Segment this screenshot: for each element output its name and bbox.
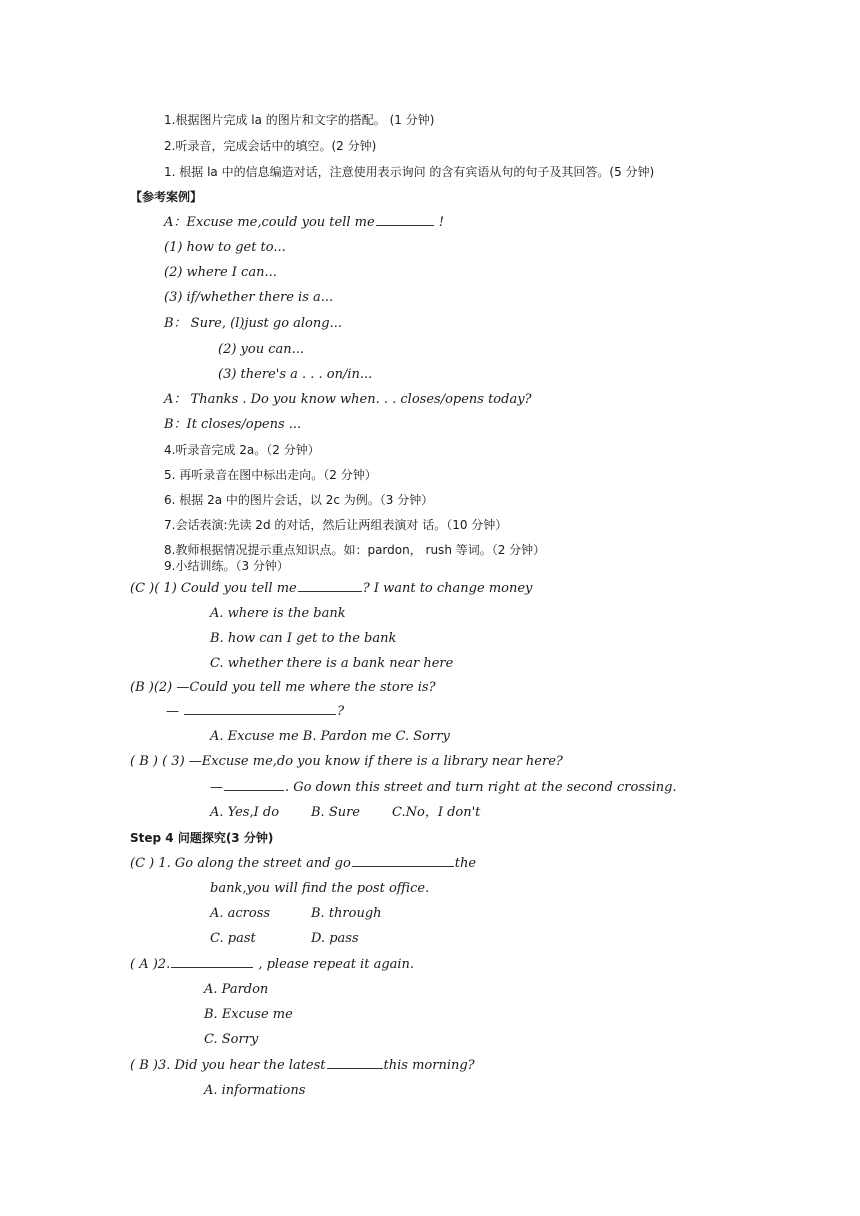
problem-2-stem: ( A )2. bbox=[130, 957, 171, 972]
question-1-option-a: A. where is the bank bbox=[210, 606, 346, 621]
problem-2-stem-end: , please repeat it again. bbox=[254, 957, 415, 972]
problem-1 bbox=[130, 856, 476, 872]
problem-2-option-b: B. Excuse me bbox=[204, 1007, 293, 1022]
dialogue-b-option-2: (2) you can... bbox=[218, 342, 305, 357]
answer-blank bbox=[327, 1058, 383, 1069]
question-3-dash: — bbox=[210, 780, 223, 795]
question-3-option-c: C.No，I don't bbox=[392, 805, 481, 820]
step4-heading: Step 4 问题探究(3 分钟) bbox=[130, 831, 274, 845]
problem-3-option-a: A. informations bbox=[204, 1083, 306, 1098]
dialogue-a1 bbox=[164, 215, 444, 231]
dialogue-b-option-3: (3) there's a . . . on/in... bbox=[218, 367, 373, 382]
problem-3-stem-end: this morning? bbox=[383, 1058, 475, 1073]
problem-3 bbox=[130, 1058, 475, 1074]
dialogue-b1: B： Sure, (l)just go along... bbox=[164, 316, 342, 331]
step-5-instruction: 5. 再听录音在图中标出走向。（2 分钟） bbox=[164, 468, 377, 482]
question-1-option-b: B. how can I get to the bank bbox=[210, 631, 397, 646]
problem-2-option-a: A. Pardon bbox=[204, 982, 269, 997]
question-1-stem-end: ? I want to change money bbox=[362, 581, 533, 596]
question-1-option-c: C. whether there is a bank near here bbox=[210, 656, 454, 671]
answer-blank bbox=[376, 215, 434, 226]
question-2-mark: ? bbox=[337, 704, 345, 719]
step-8-instruction: 8.教师根据情况提示重点知识点。如：pardon， rush 等词。（2 分钟） bbox=[164, 543, 546, 557]
question-1 bbox=[130, 581, 532, 597]
problem-2-option-c: C. Sorry bbox=[204, 1032, 259, 1047]
answer-blank bbox=[224, 780, 284, 791]
dialogue-option-3: (3) if/whether there is a... bbox=[164, 290, 334, 305]
question-3-response-end: . Go down this street and turn right at the second crossing. bbox=[285, 780, 677, 795]
problem-1-stem: (C ) 1. Go along the street and go bbox=[130, 856, 351, 871]
dialogue-a1-text: A：Excuse me,could you tell me bbox=[164, 215, 375, 230]
question-1-stem: (C )( 1) Could you tell me bbox=[130, 581, 297, 596]
question-2-options: A. Excuse me B. Pardon me C. Sorry bbox=[210, 729, 450, 744]
step-4-instruction: 4.听录音完成 2a。（2 分钟） bbox=[164, 443, 320, 457]
case-heading: 【参考案例】 bbox=[130, 190, 203, 204]
problem-3-stem: ( B )3. Did you hear the latest bbox=[130, 1058, 326, 1073]
problem-1-option-d: D. pass bbox=[311, 931, 359, 946]
answer-blank bbox=[298, 581, 362, 592]
question-3-option-a: A. Yes,I do bbox=[210, 805, 280, 820]
question-3-response bbox=[210, 780, 677, 796]
question-3-option-b: B. Sure bbox=[311, 805, 361, 820]
step-3-instruction: 1. 根据 la 中的信息编造对话，注意使用表示询问 的含有宾语从句的句子及其回答。(5 分钟) bbox=[164, 165, 655, 179]
question-2-stem: (B )(2) —Could you tell me where the store is? bbox=[130, 680, 436, 695]
problem-2 bbox=[130, 957, 414, 973]
dialogue-option-2: (2) where I can... bbox=[164, 265, 277, 280]
question-2-response bbox=[166, 704, 344, 720]
answer-blank bbox=[184, 704, 336, 715]
question-2-dash: — bbox=[166, 704, 184, 719]
step-2-instruction: 2.听录音，完成会话中的填空。(2 分钟) bbox=[164, 139, 377, 153]
question-3-stem: ( B ) ( 3) —Excuse me,do you know if there is a library near here? bbox=[130, 754, 563, 769]
step-6-instruction: 6. 根据 2a 中的图片会话，以 2c 为例。（3 分钟） bbox=[164, 493, 434, 507]
problem-1-option-a: A. across bbox=[210, 906, 271, 921]
problem-1-option-c: C. past bbox=[210, 931, 256, 946]
answer-blank bbox=[352, 856, 454, 867]
problem-1-stem-continued: bank,you will find the post office. bbox=[210, 881, 430, 896]
dialogue-option-1: (1) how to get to... bbox=[164, 240, 286, 255]
dialogue-b2: B：It closes/opens ... bbox=[164, 417, 302, 432]
step-1-instruction: 1.根据图片完成 la 的图片和文字的搭配。 (1 分钟) bbox=[164, 113, 435, 127]
problem-1-stem-end: the bbox=[454, 856, 477, 871]
step-9-instruction: 9.小结训练。（3 分钟） bbox=[164, 559, 289, 573]
step-7-instruction: 7.会话表演:先读 2d 的对话，然后让两组表演对 话。（10 分钟） bbox=[164, 518, 508, 532]
problem-1-option-b: B. through bbox=[311, 906, 382, 921]
answer-blank bbox=[171, 957, 253, 968]
dialogue-a1-end: ! bbox=[434, 215, 445, 230]
dialogue-a2: A： Thanks . Do you know when. . . closes/opens today? bbox=[164, 392, 532, 407]
